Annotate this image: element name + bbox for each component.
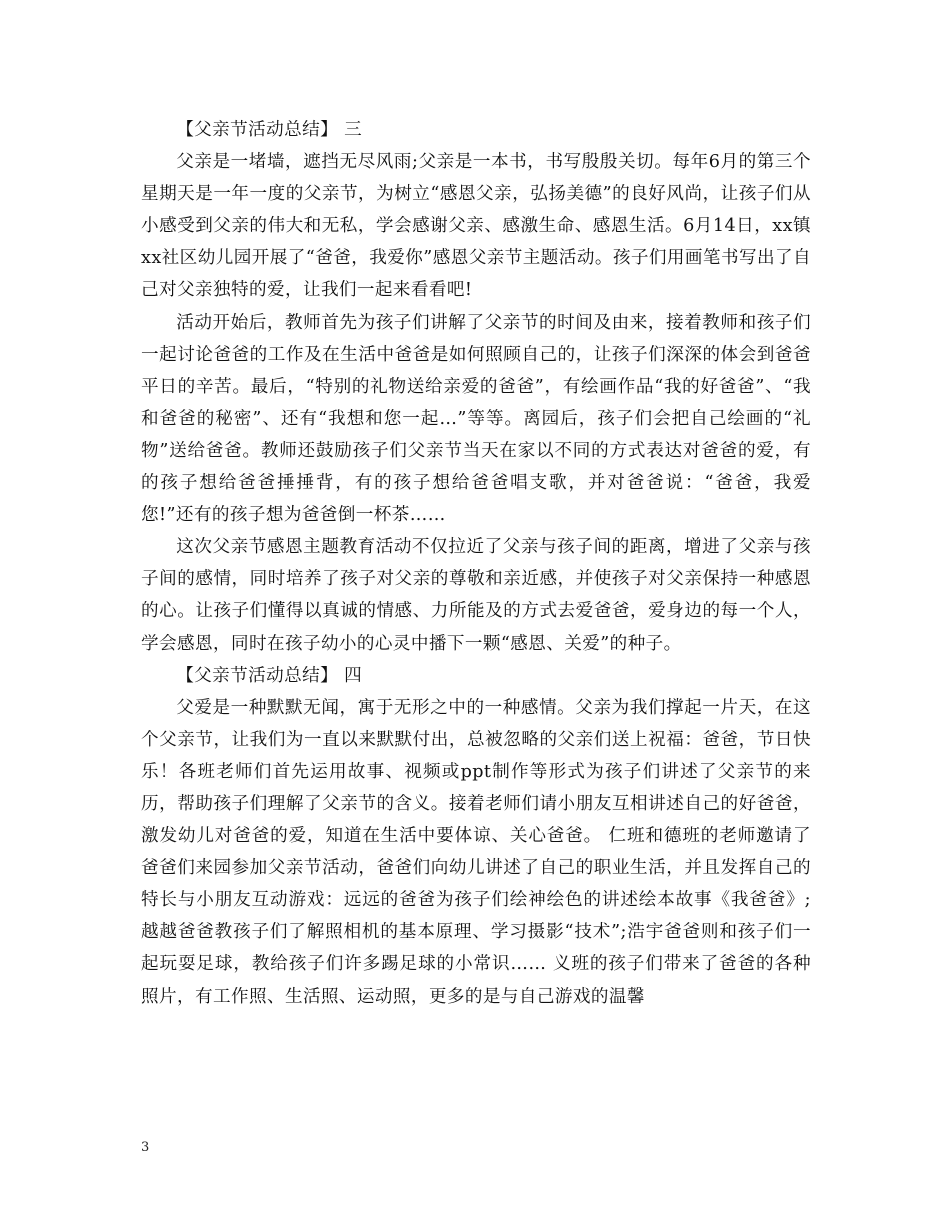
document-body: [141, 114, 811, 1013]
section-heading-four: 【父亲节活动总结】 四: [176, 665, 363, 686]
paragraph-activity-summary: 这次父亲节感恩主题教育活动不仅拉近了父亲与孩子间的距离，增进了父亲与孩子间的感情，同时培养了孩子对父亲的尊敬和亲近感，并使孩子对父亲保持一种感恩的心。让孩子们懂得以真诚的情感、力所能及的方式去爱爸爸，爱身边的每一个人，学会感恩，同时在孩子幼小的心灵中播下一颗“感恩、关爱”的种子。: [141, 537, 811, 654]
page-number: 3: [141, 1140, 150, 1155]
paragraph-fatherly-love: 父爱是一种默默无闻，寓于无形之中的一种感情。父亲为我们撑起一片天，在这个父亲节，让我们为一直以来默默付出，总被忽略的父亲们送上祝福：爸爸，节日快乐！各班老师们首先运用故事、视频或ppt制作等形式为孩子们讲述了父亲节的来历，帮助孩子们理解了父亲节的含义。接着老师们请小朋友互相讲述自己的好爸爸，激发幼儿对爸爸的爱，知道在生活中要体谅、关心爸爸。 仁班和德班的老师邀请了爸爸们来园参加父亲节活动，爸爸们向幼儿讲述了自己的职业生活，并且发挥自己的特长与小朋友互动游戏：远远的爸爸为孩子们绘神绘色的讲述绘本故事《我爸爸》;越越爸爸教孩子们了解照相机的基本原理、学习摄影“技术”;浩宇爸爸则和孩子们一起玩耍足球，教给孩子们许多踢足球的小常识…… 义班的孩子们带来了爸爸的各种照片，有工作照、生活照、运动照，更多的是与自己游戏的温馨: [141, 697, 811, 1007]
section-heading-three: 【父亲节活动总结】 三: [176, 120, 363, 140]
paragraph-activity-start: 活动开始后，教师首先为孩子们讲解了父亲节的时间及由来，接着教师和孩子们一起讨论爸爸的工作及在生活中爸爸是如何照顾自己的，让孩子们深深的体会到爸爸平日的辛苦。最后，“特别的礼物送给亲爱的爸爸”，有绘画作品“我的好爸爸”、“我和爸爸的秘密”、还有“我想和您一起…”等等。离园后，孩子们会把自己绘画的“礼物”送给爸爸。教师还鼓励孩子们父亲节当天在家以不同的方式表达对爸爸的爱，有的孩子想给爸爸捶捶背，有的孩子想给爸爸唱支歌，并对爸爸说：“爸爸，我爱您!”还有的孩子想为爸爸倒一杯茶……: [141, 312, 811, 526]
paragraph-father-wall: 父亲是一堵墙，遮挡无尽风雨;父亲是一本书，书写殷殷关切。每年6月的第三个星期天是一年一度的父亲节，为树立“感恩父亲，弘扬美德”的良好风尚，让孩子们从小感受到父亲的伟大和无私，学会感谢父亲、感激生命、感恩生活。6月14日，xx镇xx社区幼儿园开展了“爸爸，我爱你”感恩父亲节主题活动。孩子们用画笔书写出了自己对父亲独特的爱，让我们一起来看看吧!: [141, 152, 811, 301]
